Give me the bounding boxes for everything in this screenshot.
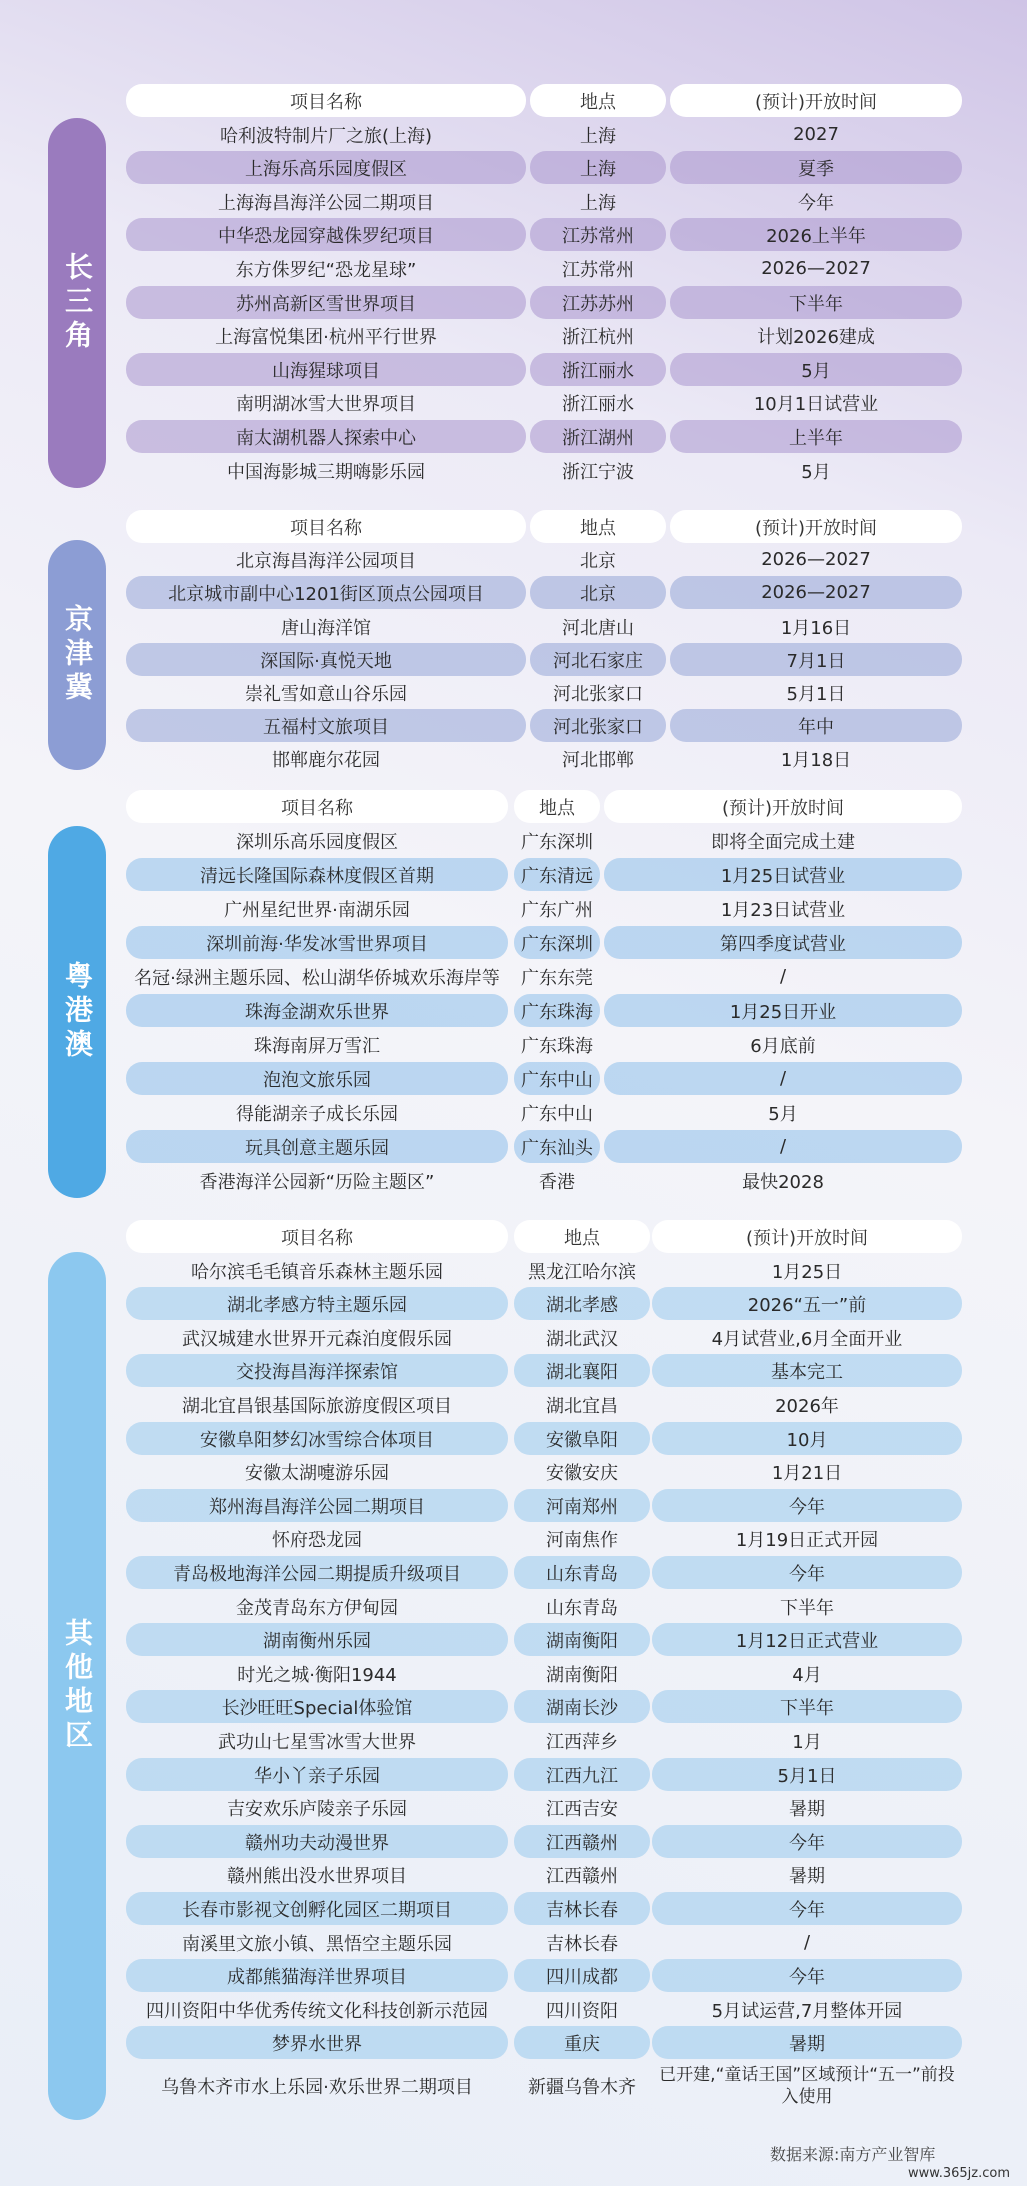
- header-open-time: (预计)开放时间: [670, 510, 962, 543]
- cell-project-name: 中华恐龙园穿越侏罗纪项目: [126, 218, 526, 251]
- header-open-time: (预计)开放时间: [670, 84, 962, 117]
- table-row: [0, 2026, 1027, 2059]
- table-header: [0, 84, 1027, 117]
- header-location: 地点: [530, 84, 666, 117]
- cell-open-time: 2026—2027: [761, 258, 871, 279]
- cell-project-name: 金茂青岛东方伊甸园: [236, 1597, 398, 1619]
- cell-open-time: 最快2028: [742, 1171, 824, 1193]
- cell-open-time: 暑期: [789, 1798, 825, 1820]
- cell-open-time: 5月试运营,7月整体开园: [711, 2000, 903, 2022]
- cell-open-time: 上半年: [670, 420, 962, 453]
- table-row: [0, 1028, 1027, 1061]
- table-row: [0, 2060, 1027, 2112]
- table-row: [0, 1130, 1027, 1163]
- cell-project-name: 湖北孝感方特主题乐园: [126, 1287, 508, 1320]
- table-row: [0, 926, 1027, 959]
- cell-location: 浙江丽水: [530, 353, 666, 386]
- cell-open-time: 5月: [670, 353, 962, 386]
- cell-location: 江苏苏州: [530, 286, 666, 319]
- cell-location: 广东深圳: [521, 831, 593, 853]
- region-label: 京津冀: [48, 540, 106, 770]
- table-row: [0, 185, 1027, 218]
- cell-location: 新疆乌鲁木齐: [528, 2077, 636, 2098]
- cell-location: 四川成都: [514, 1959, 650, 1992]
- watermark: www.365jz.com: [908, 2166, 1010, 2181]
- table-row: [0, 858, 1027, 891]
- cell-project-name: 珠海南屏万雪汇: [254, 1035, 380, 1057]
- table-row: [0, 994, 1027, 1027]
- table-header: [0, 510, 1027, 543]
- cell-open-time: 5月: [768, 1103, 798, 1125]
- cell-project-name: 上海乐高乐园度假区: [126, 151, 526, 184]
- table-row: [0, 1522, 1027, 1555]
- cell-location: 湖南衡阳: [514, 1623, 650, 1656]
- cell-location: 湖北武汉: [546, 1328, 618, 1350]
- cell-project-name: 梦界水世界: [126, 2026, 508, 2059]
- cell-open-time: 下半年: [780, 1597, 834, 1619]
- cell-open-time: 已开建,“童话王国”区域预计“五一”前投入使用: [659, 2065, 955, 2107]
- cell-open-time: 今年: [652, 1959, 962, 1992]
- cell-project-name: 南溪里文旅小镇、黑悟空主题乐园: [182, 1933, 452, 1955]
- table-row: [0, 742, 1027, 775]
- region-label: 长三角: [48, 118, 106, 488]
- cell-project-name: 南明湖冰雪大世界项目: [236, 393, 416, 415]
- cell-project-name: 邯郸鹿尔花园: [272, 749, 380, 771]
- cell-project-name: 玩具创意主题乐园: [126, 1130, 508, 1163]
- table-row: [0, 709, 1027, 742]
- table-row: [0, 1690, 1027, 1723]
- cell-open-time: /: [779, 966, 787, 987]
- cell-location: 广东珠海: [514, 994, 600, 1027]
- cell-project-name: 怀府恐龙园: [272, 1529, 362, 1551]
- cell-project-name: 赣州熊出没水世界项目: [227, 1865, 407, 1887]
- cell-project-name: 珠海金湖欢乐世界: [126, 994, 508, 1027]
- table-row: [0, 576, 1027, 609]
- cell-location: 山东青岛: [546, 1597, 618, 1619]
- table-row: [0, 252, 1027, 285]
- cell-location: 安徽阜阳: [514, 1422, 650, 1455]
- cell-project-name: 深国际·真悦天地: [126, 643, 526, 676]
- cell-open-time: 5月1日: [652, 1758, 962, 1791]
- cell-location: 江西吉安: [546, 1798, 618, 1820]
- cell-project-name: 时光之城·衡阳1944: [237, 1664, 397, 1686]
- cell-project-name: 武汉城建水世界开元森泊度假乐园: [182, 1328, 452, 1350]
- cell-project-name: 上海富悦集团·杭州平行世界: [215, 326, 437, 348]
- table-row: [0, 1959, 1027, 1992]
- table-row: [0, 1096, 1027, 1129]
- header-open-time: (预计)开放时间: [652, 1220, 962, 1253]
- cell-location: 河北张家口: [530, 709, 666, 742]
- table-row: [0, 1724, 1027, 1757]
- table-row: [0, 1062, 1027, 1095]
- cell-open-time: 今年: [652, 1892, 962, 1925]
- cell-open-time: 即将全面完成土建: [711, 831, 855, 853]
- cell-open-time: 1月19日正式开园: [735, 1529, 879, 1551]
- cell-open-time: 暑期: [789, 1865, 825, 1887]
- cell-open-time: 2026“五一”前: [652, 1287, 962, 1320]
- cell-open-time: 2026—2027: [670, 576, 962, 609]
- table-row: [0, 118, 1027, 151]
- cell-location: 河北张家口: [553, 683, 643, 705]
- cell-open-time: /: [604, 1062, 962, 1095]
- cell-location: 广东清远: [514, 858, 600, 891]
- table-row: [0, 1858, 1027, 1891]
- cell-project-name: 成都熊猫海洋世界项目: [126, 1959, 508, 1992]
- region-label: 其他地区: [48, 1252, 106, 2120]
- table-row: [0, 319, 1027, 352]
- cell-location: 香港: [539, 1171, 575, 1193]
- table-row: [0, 1993, 1027, 2026]
- cell-open-time: 2026—2027: [761, 549, 871, 570]
- cell-project-name: 崇礼雪如意山谷乐园: [245, 683, 407, 705]
- cell-open-time: 4月: [792, 1664, 822, 1686]
- cell-open-time: 今年: [652, 1825, 962, 1858]
- cell-location: 湖南长沙: [514, 1690, 650, 1723]
- cell-open-time: 1月: [792, 1731, 822, 1753]
- cell-open-time: 下半年: [652, 1690, 962, 1723]
- cell-location: 北京: [580, 550, 616, 572]
- cell-open-time: 基本完工: [652, 1354, 962, 1387]
- cell-location: 浙江丽水: [562, 393, 634, 415]
- header-location: 地点: [514, 790, 600, 823]
- cell-location: 浙江湖州: [530, 420, 666, 453]
- cell-location: 河北唐山: [562, 617, 634, 639]
- cell-open-time: 今年: [798, 192, 834, 214]
- cell-location: 黑龙江哈尔滨: [528, 1261, 636, 1283]
- cell-project-name: 长沙旺旺Special体验馆: [126, 1690, 508, 1723]
- header-project-name: 项目名称: [126, 84, 526, 117]
- table-row: [0, 676, 1027, 709]
- cell-open-time: 1月25日开业: [604, 994, 962, 1027]
- cell-open-time: 10月1日试营业: [753, 393, 879, 415]
- header-project-name: 项目名称: [126, 1220, 508, 1253]
- cell-project-name: 赣州功夫动漫世界: [126, 1825, 508, 1858]
- table-row: [0, 1926, 1027, 1959]
- cell-project-name: 安徽阜阳梦幻冰雪综合体项目: [126, 1422, 508, 1455]
- table-row: [0, 1556, 1027, 1589]
- cell-open-time: 1月23日试营业: [720, 899, 846, 921]
- cell-open-time: 1月25日试营业: [604, 858, 962, 891]
- cell-open-time: 5月1日: [786, 683, 846, 705]
- cell-project-name: 青岛极地海洋公园二期提质升级项目: [126, 1556, 508, 1589]
- cell-open-time: 暑期: [652, 2026, 962, 2059]
- table-row: [0, 543, 1027, 576]
- cell-project-name: 四川资阳中华优秀传统文化科技创新示范园: [146, 2000, 488, 2022]
- table-row: [0, 1489, 1027, 1522]
- cell-open-time: 5月: [801, 461, 831, 483]
- cell-open-time: 计划2026建成: [757, 326, 875, 348]
- data-source-note: 数据来源:南方产业智库: [770, 2145, 936, 2164]
- cell-project-name: 哈尔滨毛毛镇音乐森林主题乐园: [191, 1261, 443, 1283]
- table-row: [0, 1791, 1027, 1824]
- cell-project-name: 乌鲁木齐市水上乐园·欢乐世界二期项目: [161, 2077, 473, 2098]
- cell-project-name: 苏州高新区雪世界项目: [126, 286, 526, 319]
- table-row: [0, 824, 1027, 857]
- cell-open-time: 4月试营业,6月全面开业: [711, 1328, 903, 1350]
- header-location: 地点: [514, 1220, 650, 1253]
- header-location: 地点: [530, 510, 666, 543]
- cell-project-name: 安徽太湖嚏游乐园: [245, 1462, 389, 1484]
- cell-project-name: 北京城市副中心1201街区顶点公园项目: [126, 576, 526, 609]
- cell-location: 湖南衡阳: [546, 1664, 618, 1686]
- table-row: [0, 420, 1027, 453]
- table-row: [0, 1254, 1027, 1287]
- cell-project-name: 清远长隆国际森林度假区首期: [126, 858, 508, 891]
- cell-open-time: 第四季度试营业: [604, 926, 962, 959]
- cell-open-time: 夏季: [670, 151, 962, 184]
- cell-project-name: 深圳乐高乐园度假区: [236, 831, 398, 853]
- table-row: [0, 1758, 1027, 1791]
- cell-project-name: 中国海影城三期嗨影乐园: [227, 461, 425, 483]
- cell-location: 湖北孝感: [514, 1287, 650, 1320]
- cell-project-name: 东方侏罗纪“恐龙星球”: [235, 259, 417, 281]
- cell-location: 上海: [580, 125, 616, 147]
- table-row: [0, 1321, 1027, 1354]
- table-row: [0, 386, 1027, 419]
- cell-location: 广东东莞: [521, 967, 593, 989]
- cell-location: 湖北襄阳: [514, 1354, 650, 1387]
- table-row: [0, 1657, 1027, 1690]
- cell-open-time: 1月25日: [771, 1261, 843, 1283]
- cell-project-name: 湖北宜昌银基国际旅游度假区项目: [182, 1395, 452, 1417]
- header-project-name: 项目名称: [126, 790, 508, 823]
- cell-project-name: 南太湖机器人探索中心: [126, 420, 526, 453]
- cell-open-time: 2026上半年: [670, 218, 962, 251]
- table-row: [0, 1825, 1027, 1858]
- cell-project-name: 五福村文旅项目: [126, 709, 526, 742]
- cell-open-time: 下半年: [670, 286, 962, 319]
- cell-location: 吉林长春: [546, 1933, 618, 1955]
- cell-project-name: 长春市影视文创孵化园区二期项目: [126, 1892, 508, 1925]
- cell-location: 河南焦作: [546, 1529, 618, 1551]
- cell-project-name: 广州星纪世界·南湖乐园: [224, 899, 410, 921]
- cell-location: 河北石家庄: [530, 643, 666, 676]
- cell-location: 上海: [530, 151, 666, 184]
- cell-open-time: 今年: [652, 1556, 962, 1589]
- cell-location: 河南郑州: [514, 1489, 650, 1522]
- cell-open-time: 2026年: [775, 1395, 839, 1417]
- table-row: [0, 353, 1027, 386]
- cell-location: 江苏常州: [530, 218, 666, 251]
- region-label: 粤港澳: [48, 826, 106, 1198]
- cell-project-name: 武功山七星雪冰雪大世界: [218, 1731, 416, 1753]
- table-row: [0, 960, 1027, 993]
- cell-project-name: 吉安欢乐庐陵亲子乐园: [227, 1798, 407, 1820]
- cell-open-time: /: [604, 1130, 962, 1163]
- cell-project-name: 山海猩球项目: [126, 353, 526, 386]
- cell-open-time: 1月21日: [771, 1462, 843, 1484]
- table-row: [0, 892, 1027, 925]
- cell-open-time: 7月1日: [670, 643, 962, 676]
- cell-project-name: 郑州海昌海洋公园二期项目: [126, 1489, 508, 1522]
- cell-location: 湖北宜昌: [546, 1395, 618, 1417]
- cell-open-time: 1月18日: [780, 749, 852, 771]
- cell-open-time: 10月: [652, 1422, 962, 1455]
- cell-location: 江西赣州: [546, 1865, 618, 1887]
- cell-open-time: 1月12日正式营业: [652, 1623, 962, 1656]
- cell-project-name: 香港海洋公园新“历险主题区”: [199, 1171, 435, 1193]
- cell-location: 江苏常州: [562, 259, 634, 281]
- table-row: [0, 1164, 1027, 1197]
- cell-project-name: 华小丫亲子乐园: [126, 1758, 508, 1791]
- table-row: [0, 1623, 1027, 1656]
- cell-location: 安徽安庆: [546, 1462, 618, 1484]
- table-row: [0, 454, 1027, 487]
- cell-location: 河北邯郸: [562, 749, 634, 771]
- cell-location: 江西赣州: [514, 1825, 650, 1858]
- table-row: [0, 286, 1027, 319]
- cell-location: 上海: [580, 192, 616, 214]
- table-row: [0, 1892, 1027, 1925]
- cell-location: 广东中山: [521, 1103, 593, 1125]
- table-row: [0, 151, 1027, 184]
- cell-location: 江西萍乡: [546, 1731, 618, 1753]
- header-open-time: (预计)开放时间: [604, 790, 962, 823]
- header-project-name: 项目名称: [126, 510, 526, 543]
- table-row: [0, 1287, 1027, 1320]
- cell-location: 广东中山: [514, 1062, 600, 1095]
- cell-project-name: 哈利波特制片厂之旅(上海): [219, 125, 433, 147]
- cell-location: 北京: [530, 576, 666, 609]
- cell-open-time: 1月16日: [780, 617, 852, 639]
- table-header: [0, 790, 1027, 823]
- cell-open-time: 年中: [670, 709, 962, 742]
- cell-location: 重庆: [514, 2026, 650, 2059]
- table-row: [0, 218, 1027, 251]
- cell-location: 浙江宁波: [562, 461, 634, 483]
- cell-project-name: 北京海昌海洋公园项目: [236, 550, 416, 572]
- cell-project-name: 上海海昌海洋公园二期项目: [218, 192, 434, 214]
- cell-location: 江西九江: [514, 1758, 650, 1791]
- cell-project-name: 得能湖亲子成长乐园: [236, 1103, 398, 1125]
- table-row: [0, 1455, 1027, 1488]
- cell-open-time: 2027: [793, 124, 839, 145]
- table-row: [0, 1354, 1027, 1387]
- cell-project-name: 名冠·绿洲主题乐园、松山湖华侨城欢乐海岸等: [134, 967, 500, 989]
- cell-open-time: 今年: [652, 1489, 962, 1522]
- cell-location: 广东广州: [521, 899, 593, 921]
- cell-location: 山东青岛: [514, 1556, 650, 1589]
- cell-project-name: 唐山海洋馆: [281, 617, 371, 639]
- cell-location: 广东汕头: [514, 1130, 600, 1163]
- table-row: [0, 1388, 1027, 1421]
- cell-location: 浙江杭州: [562, 326, 634, 348]
- table-header: [0, 1220, 1027, 1253]
- table-row: [0, 1590, 1027, 1623]
- cell-project-name: 深圳前海·华发冰雪世界项目: [126, 926, 508, 959]
- cell-location: 四川资阳: [546, 2000, 618, 2022]
- table-row: [0, 643, 1027, 676]
- table-row: [0, 1422, 1027, 1455]
- cell-open-time: 6月底前: [750, 1035, 816, 1057]
- cell-location: 广东珠海: [521, 1035, 593, 1057]
- cell-location: 吉林长春: [514, 1892, 650, 1925]
- cell-location: 广东深圳: [514, 926, 600, 959]
- cell-open-time: /: [803, 1932, 811, 1953]
- cell-project-name: 湖南衡州乐园: [126, 1623, 508, 1656]
- table-row: [0, 610, 1027, 643]
- cell-project-name: 泡泡文旅乐园: [126, 1062, 508, 1095]
- cell-project-name: 交投海昌海洋探索馆: [126, 1354, 508, 1387]
